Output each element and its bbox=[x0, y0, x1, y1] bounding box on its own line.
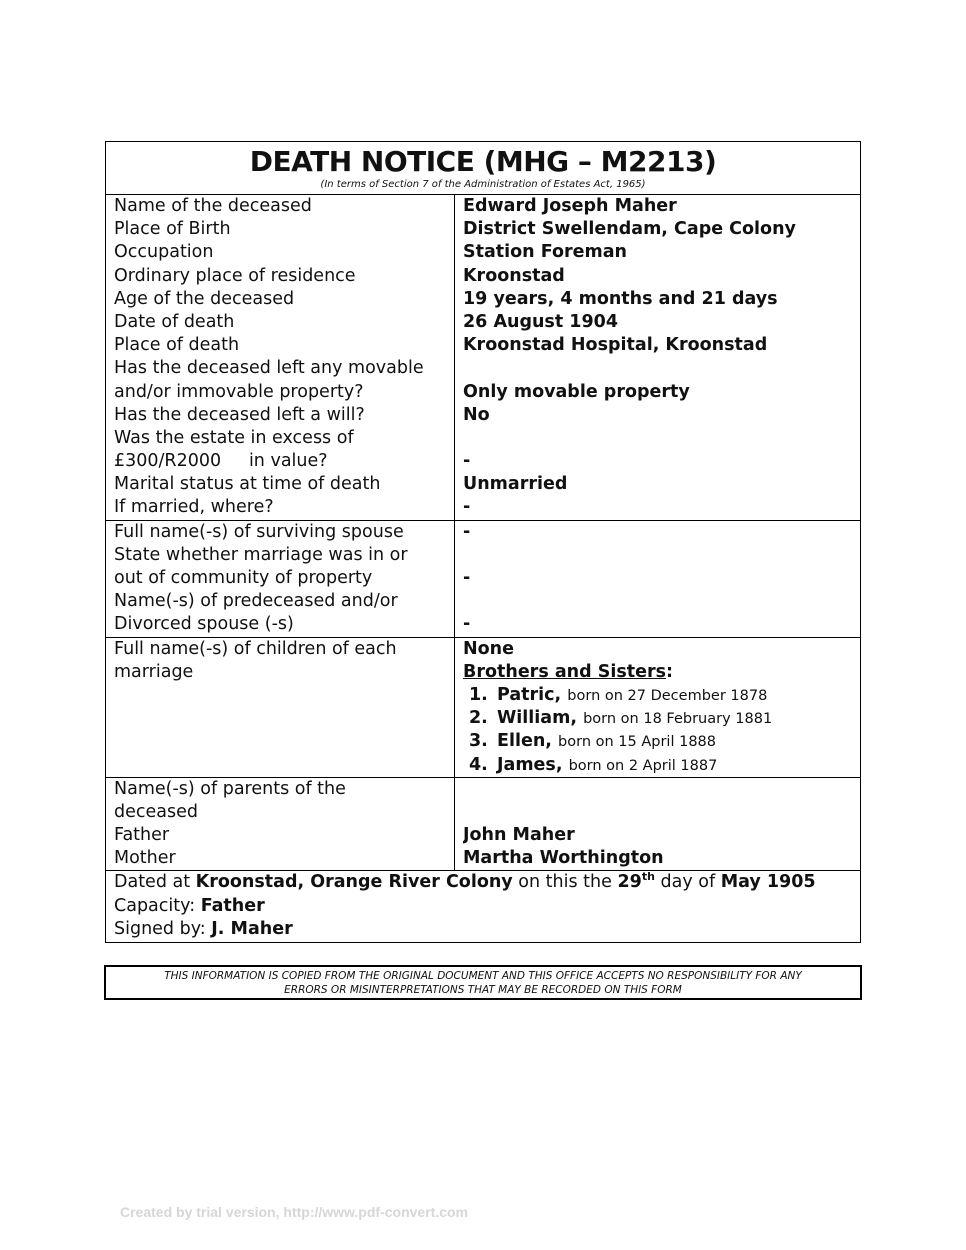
children-values bbox=[455, 638, 860, 777]
spouse-value: - bbox=[463, 521, 471, 542]
sibling-name: Ellen, bbox=[497, 731, 552, 752]
blank-value bbox=[463, 801, 860, 824]
signature-section bbox=[106, 871, 860, 942]
title-block bbox=[106, 142, 860, 195]
signed-value: J. Maher bbox=[211, 918, 293, 939]
siblings-heading-colon: : bbox=[666, 661, 674, 682]
spouse-values bbox=[455, 521, 860, 637]
capacity-label: Capacity: bbox=[114, 895, 196, 916]
deceased-details-section bbox=[106, 195, 860, 521]
dated-line bbox=[114, 871, 860, 894]
field-label: Was the estate in excess of bbox=[114, 427, 354, 448]
date-of-death-value: 26 August 1904 bbox=[463, 311, 619, 332]
field-label: Place of death bbox=[114, 335, 240, 356]
field-label: If married, where? bbox=[114, 497, 274, 518]
field-label: deceased bbox=[114, 801, 198, 822]
sibling-name: William, bbox=[497, 708, 577, 729]
day-number: 29 bbox=[617, 872, 642, 893]
signature-lines bbox=[114, 871, 860, 941]
death-notice-form bbox=[105, 141, 861, 943]
married-where-value: - bbox=[463, 497, 471, 518]
field-label: and/or immovable property? bbox=[114, 381, 364, 402]
document-title: DEATH NOTICE (MHG – M2213) bbox=[249, 145, 717, 178]
blank-value bbox=[463, 357, 860, 380]
spouse-section bbox=[106, 521, 860, 638]
disclaimer-box bbox=[104, 965, 862, 1000]
blank-value bbox=[463, 590, 860, 613]
community-value: - bbox=[463, 568, 471, 588]
field-label: Mother bbox=[114, 848, 176, 869]
deceased-details-values bbox=[455, 195, 860, 520]
list-number: 3. bbox=[469, 731, 488, 752]
field-label: £300/R2000 in value? bbox=[114, 451, 328, 472]
parents-labels bbox=[106, 778, 455, 871]
list-number: 2. bbox=[469, 708, 488, 729]
capacity-line bbox=[114, 895, 860, 918]
sibling-name: James, bbox=[497, 754, 563, 775]
field-label: Divorced spouse (-s) bbox=[114, 614, 294, 635]
place-of-birth-value: District Swellendam, Cape Colony bbox=[463, 219, 796, 240]
children-section bbox=[106, 638, 860, 778]
father-value: John Maher bbox=[463, 825, 575, 846]
signed-line bbox=[114, 918, 860, 941]
field-label: Father bbox=[114, 825, 170, 846]
dated-mid: on this the bbox=[518, 872, 612, 893]
sibling-born: born on 18 February 1881 bbox=[583, 711, 773, 728]
siblings-heading: Brothers and Sisters bbox=[463, 661, 667, 682]
field-label: Has the deceased left a will? bbox=[114, 404, 365, 425]
age-value: 19 years, 4 months and 21 days bbox=[463, 288, 778, 309]
residence-value: Kroonstad bbox=[463, 265, 565, 286]
field-label: Occupation bbox=[114, 242, 214, 263]
disclaimer-line-2: ERRORS OR MISINTERPRETATIONS THAT MAY BE RECORDED ON THIS FORM bbox=[284, 984, 682, 996]
field-label: Full name(-s) of surviving spouse bbox=[114, 521, 404, 542]
parents-section bbox=[106, 778, 860, 872]
children-value: None bbox=[463, 638, 514, 659]
sibling-born: born on 27 December 1878 bbox=[567, 687, 768, 704]
field-label: Marital status at time of death bbox=[114, 474, 381, 495]
field-label: State whether marriage was in or bbox=[114, 544, 408, 565]
list-item bbox=[463, 730, 860, 753]
field-label: Place of Birth bbox=[114, 219, 231, 240]
field-label: Name of the deceased bbox=[114, 196, 312, 216]
day-suffix: th bbox=[641, 871, 655, 884]
dated-month-year: May 1905 bbox=[720, 872, 816, 893]
parents-values bbox=[455, 778, 860, 871]
dated-day bbox=[617, 872, 654, 892]
capacity-value: Father bbox=[200, 895, 265, 916]
deceased-name-value: Edward Joseph Maher bbox=[463, 196, 677, 216]
list-number: 1. bbox=[469, 684, 488, 705]
field-label: Name(-s) of predeceased and/or bbox=[114, 591, 398, 612]
watermark: Created by trial version, http://www.pdf-convert.com bbox=[120, 1204, 468, 1220]
children-labels bbox=[106, 638, 455, 777]
list-item bbox=[463, 684, 860, 707]
dated-place: Kroonstad, Orange River Colony bbox=[195, 872, 513, 893]
blank-value bbox=[463, 778, 860, 801]
place-of-death-value: Kroonstad Hospital, Kroonstad bbox=[463, 335, 768, 356]
field-label: Has the deceased left any movable bbox=[114, 358, 424, 379]
list-number: 4. bbox=[469, 754, 488, 775]
field-label: Ordinary place of residence bbox=[114, 265, 356, 286]
deceased-details-labels bbox=[106, 195, 455, 520]
day-word: day of bbox=[660, 872, 716, 893]
spouse-labels bbox=[106, 521, 455, 637]
mother-value: Martha Worthington bbox=[463, 848, 664, 869]
estate-value: - bbox=[463, 451, 471, 472]
list-item bbox=[463, 707, 860, 730]
blank-value bbox=[463, 544, 860, 567]
disclaimer-line-1: THIS INFORMATION IS COPIED FROM THE ORIGINAL DOCUMENT AND THIS OFFICE ACCEPTS NO RESPONSIBILITY FOR ANY bbox=[164, 970, 802, 982]
field-label: marriage bbox=[114, 661, 194, 682]
sibling-born: born on 2 April 1887 bbox=[568, 757, 718, 774]
marital-status-value: Unmarried bbox=[463, 474, 568, 495]
siblings-heading-line bbox=[463, 661, 860, 684]
dated-prefix: Dated at bbox=[114, 872, 191, 893]
field-label: Full name(-s) of children of each bbox=[114, 638, 397, 659]
sibling-name: Patric, bbox=[497, 684, 562, 705]
document-subtitle: (In terms of Section 7 of the Administration of Estates Act, 1965) bbox=[320, 179, 646, 190]
divorced-spouse-value: - bbox=[463, 614, 471, 635]
signed-label: Signed by: bbox=[114, 918, 206, 939]
list-item bbox=[463, 754, 860, 777]
field-label: Date of death bbox=[114, 311, 235, 332]
will-value: No bbox=[463, 404, 490, 425]
sibling-born: born on 15 April 1888 bbox=[558, 734, 716, 751]
field-label: out of community of property bbox=[114, 568, 373, 588]
blank-value bbox=[463, 427, 860, 450]
field-label: Name(-s) of parents of the bbox=[114, 778, 346, 799]
property-value: Only movable property bbox=[463, 381, 690, 402]
field-label: Age of the deceased bbox=[114, 288, 295, 309]
occupation-value: Station Foreman bbox=[463, 242, 627, 263]
